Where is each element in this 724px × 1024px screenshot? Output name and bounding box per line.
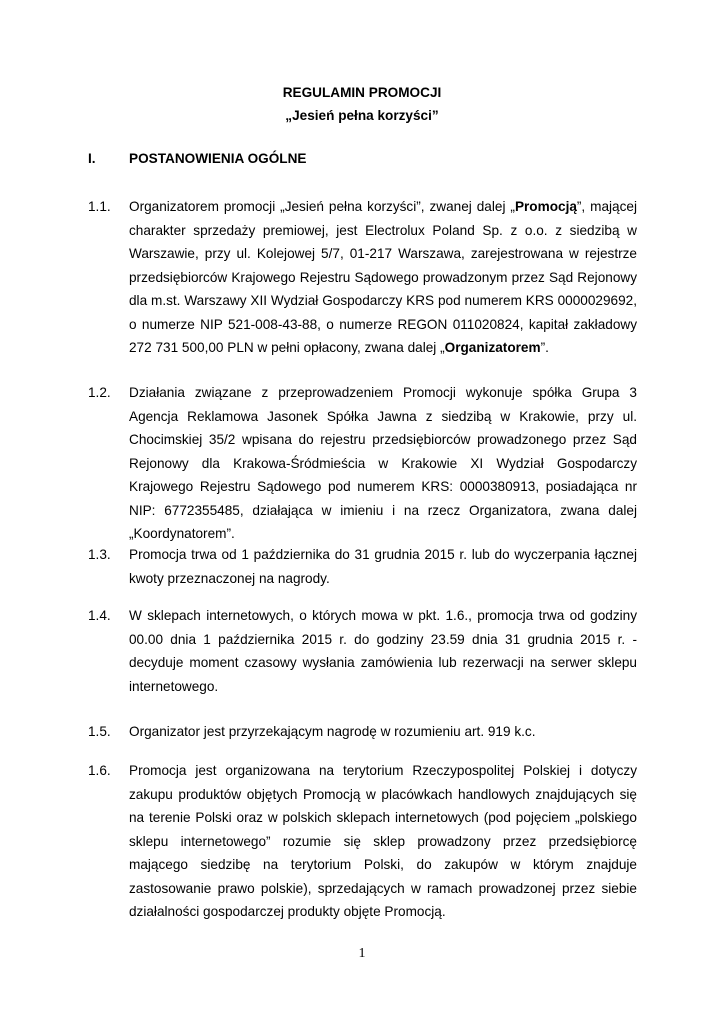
paragraph-text: Promocja trwa od 1 października do 31 grudnia 2015 r. lub do wyczerpania łącznej kwoty przeznaczonej na nagrody. (129, 547, 637, 586)
defined-term-organizator: Organizatorem (444, 340, 541, 355)
defined-term-promocja: Promocją (514, 199, 577, 214)
paragraph-text: Promocja jest organizowana na terytorium Rzeczypospolitej Polskiej i dotyczy zakupu produktów objętych Promocją w placówkach handlowych znajdujących się na terenie Polski oraz w polskich sklepach internetowych (pod pojęciem „polskiego sklepu internetowego” rozumie się sklep prowadzony przez przedsiębiorcę mającego siedzibę na terytorium Polski, do zakupów w którym znajduje zastosowanie prawo polskie), sprzedających w ramach prowadzonej przez siebie działalności gospodarczej produkty objęte Promocją. (129, 763, 637, 919)
paragraph-1-2 (88, 381, 637, 546)
paragraph-number: 1.4. (88, 608, 111, 623)
paragraph-1-5 (88, 720, 637, 744)
paragraph-number: 1.6. (88, 763, 111, 778)
paragraph-text: Organizator jest przyrzekającym nagrodę w rozumieniu art. 919 k.c. (129, 724, 536, 739)
paragraph-1-4 (88, 604, 637, 698)
paragraph-text: Działania związane z przeprowadzeniem Promocji wykonuje spółka Grupa 3 Agencja Reklamowa Jasonek Spółka Jawna z siedzibą w Krakowie, przy ul. Chocimskiej 35/2 wpisana do rejestru przedsiębiorców prowadzonego przez Sąd Rejonowy dla Krakowa-Śródmieścia w Krakowie XI Wydział Gospodarczy Krajowego Rejestru Sądowego pod numerem KRS: 0000380913, posiadająca nr NIP: 6772355485, działająca w imieniu i na rzecz Organizatora, zwana dalej „Koordynatorem”. (129, 385, 637, 541)
paragraph-1-1 (88, 195, 637, 360)
paragraph-text: W sklepach internetowych, o których mowa w pkt. 1.6., promocja trwa od godziny 00.00 dnia 1 października 2015 r. do godziny 23.59 dnia 31 grudnia 2015 r. - decyduje moment czasowy wysłania zamówienia lub rezerwacji na serwer sklepu internetowego. (129, 608, 637, 694)
section-title: POSTANOWIENIA OGÓLNE (129, 151, 307, 166)
page-number: 1 (358, 946, 366, 961)
paragraph-number: 1.3. (88, 547, 111, 562)
paragraph-1-6 (88, 759, 637, 924)
paragraph-number: 1.2. (88, 385, 111, 400)
paragraph-text: Organizatorem promocji „Jesień pełna korzyści”, zwanej dalej „Promocją”, mającej charakter sprzedaży premiowej, jest Electrolux Poland Sp. z o.o. z siedzibą w Warszawie, przy ul. Kolejowej 5/7, 01-217 Warszawa, zarejestrowana w rejestrze przedsiębiorców Krajowego Rejestru Sądowego prowadzonym przez Sąd Rejonowy dla m.st. Warszawy XII Wydział Gospodarczy KRS pod numerem KRS 0000029692, o numerze NIP 521-008-43-88, o numerze REGON 011020824, kapitał zakładowy 272 731 500,00 PLN w pełni opłacony, zwana dalej „Organizatorem”. (129, 199, 637, 355)
document-title: REGULAMIN PROMOCJI (282, 85, 442, 100)
paragraph-number: 1.5. (88, 724, 111, 739)
paragraph-1-3 (88, 543, 637, 590)
document-subtitle: „Jesień pełna korzyści” (285, 108, 439, 123)
section-number: I. (88, 151, 96, 166)
paragraph-number: 1.1. (88, 199, 111, 214)
